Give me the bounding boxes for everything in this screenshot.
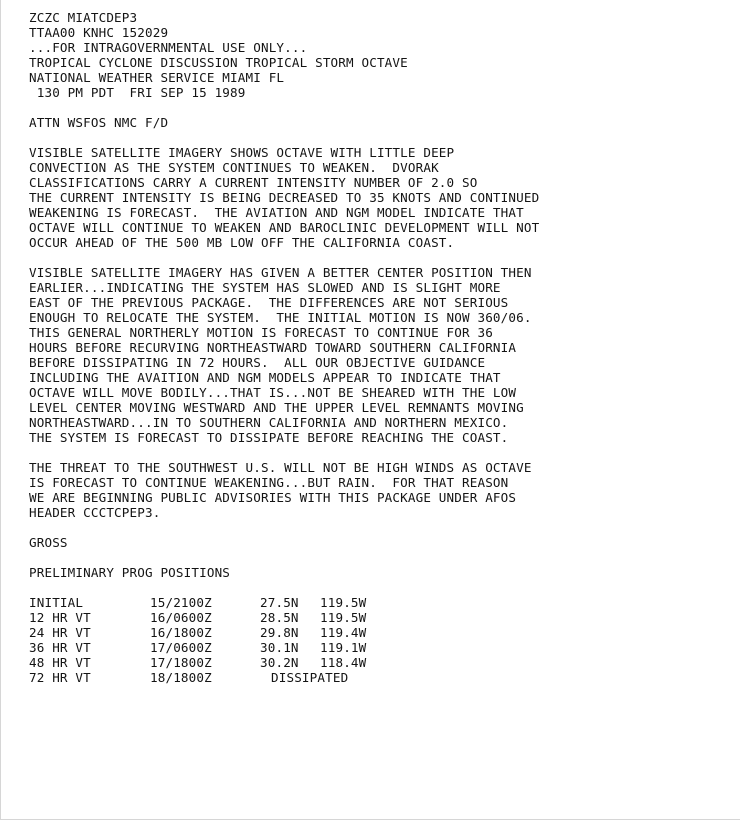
- spacer: [29, 520, 729, 535]
- text-line: EARLIER...INDICATING THE SYSTEM HAS SLOWED AND IS SLIGHT MORE: [29, 280, 501, 295]
- discussion-paragraph-3: [29, 460, 729, 520]
- attn-line: ATTN WSFOS NMC F/D: [29, 115, 169, 130]
- position-lon: 119.5W: [320, 610, 367, 625]
- spacer: [29, 100, 729, 115]
- discussion-paragraph-1: [29, 145, 729, 250]
- spacer: [29, 550, 729, 565]
- tropical-cyclone-discussion: [29, 10, 729, 685]
- header-title: TROPICAL CYCLONE DISCUSSION TROPICAL STORM OCTAVE: [29, 55, 408, 70]
- header-datetime: 130 PM PDT FRI SEP 15 1989: [29, 85, 246, 100]
- text-line: INCLUDING THE AVAITION AND NGM MODELS APPEAR TO INDICATE THAT: [29, 370, 501, 385]
- text-line: HOURS BEFORE RECURVING NORTHEASTWARD TOWARD SOUTHERN CALIFORNIA: [29, 340, 517, 355]
- discussion-paragraph-2: [29, 265, 729, 445]
- text-line: VISIBLE SATELLITE IMAGERY HAS GIVEN A BETTER CENTER POSITION THEN: [29, 265, 532, 280]
- table-row: [29, 670, 729, 685]
- position-lat: 27.5N: [260, 595, 299, 610]
- header-block: [29, 10, 729, 100]
- text-line: WE ARE BEGINNING PUBLIC ADVISORIES WITH THIS PACKAGE UNDER AFOS: [29, 490, 517, 505]
- text-line: ENOUGH TO RELOCATE THE SYSTEM. THE INITIAL MOTION IS NOW 360/06.: [29, 310, 532, 325]
- text-line: LEVEL CENTER MOVING WESTWARD AND THE UPPER LEVEL REMNANTS MOVING: [29, 400, 524, 415]
- position-status: DISSIPATED: [271, 670, 349, 685]
- table-row: [29, 595, 729, 610]
- text-line: OCTAVE WILL CONTINUE TO WEAKEN AND BAROCLINIC DEVELOPMENT WILL NOT: [29, 220, 540, 235]
- position-label: INITIAL: [29, 595, 84, 610]
- text-line: THIS GENERAL NORTHERLY MOTION IS FORECAST TO CONTINUE FOR 36: [29, 325, 493, 340]
- text-line: VISIBLE SATELLITE IMAGERY SHOWS OCTAVE WITH LITTLE DEEP: [29, 145, 455, 160]
- position-label: 24 HR VT: [29, 625, 91, 640]
- prog-positions-table: [29, 595, 729, 685]
- text-line: BEFORE DISSIPATING IN 72 HOURS. ALL OUR OBJECTIVE GUIDANCE: [29, 355, 486, 370]
- spacer: [29, 250, 729, 265]
- prog-title: PRELIMINARY PROG POSITIONS: [29, 565, 231, 580]
- text-line: OCCUR AHEAD OF THE 500 MB LOW OFF THE CALIFORNIA COAST.: [29, 235, 455, 250]
- position-lat: 30.1N: [260, 640, 299, 655]
- position-time: 18/1800Z: [150, 670, 212, 685]
- text-line: WEAKENING IS FORECAST. THE AVIATION AND NGM MODEL INDICATE THAT: [29, 205, 524, 220]
- position-lon: 119.1W: [320, 640, 367, 655]
- text-line: OCTAVE WILL MOVE BODILY...THAT IS...NOT BE SHEARED WITH THE LOW: [29, 385, 517, 400]
- position-time: 17/0600Z: [150, 640, 212, 655]
- position-label: 36 HR VT: [29, 640, 91, 655]
- table-row: [29, 640, 729, 655]
- text-line: NORTHEASTWARD...IN TO SOUTHERN CALIFORNIA AND NORTHERN MEXICO.: [29, 415, 509, 430]
- text-line: CONVECTION AS THE SYSTEM CONTINUES TO WEAKEN. DVORAK: [29, 160, 439, 175]
- header-line: TTAA00 KNHC 152029: [29, 25, 169, 40]
- position-lon: 119.5W: [320, 595, 367, 610]
- text-line: CLASSIFICATIONS CARRY A CURRENT INTENSITY NUMBER OF 2.0 SO: [29, 175, 478, 190]
- spacer: [29, 445, 729, 460]
- text-line: THE SYSTEM IS FORECAST TO DISSIPATE BEFORE REACHING THE COAST.: [29, 430, 509, 445]
- spacer: [29, 130, 729, 145]
- forecaster-name: GROSS: [29, 535, 68, 550]
- position-label: 72 HR VT: [29, 670, 91, 685]
- header-line: ZCZC MIATCDEP3: [29, 10, 138, 25]
- header-line: NATIONAL WEATHER SERVICE MIAMI FL: [29, 70, 285, 85]
- table-row: [29, 655, 729, 670]
- text-line: THE CURRENT INTENSITY IS BEING DECREASED TO 35 KNOTS AND CONTINUED: [29, 190, 540, 205]
- position-lon: 119.4W: [320, 625, 367, 640]
- position-label: 12 HR VT: [29, 610, 91, 625]
- text-line: EAST OF THE PREVIOUS PACKAGE. THE DIFFERENCES ARE NOT SERIOUS: [29, 295, 509, 310]
- position-label: 48 HR VT: [29, 655, 91, 670]
- table-row: [29, 610, 729, 625]
- position-time: 17/1800Z: [150, 655, 212, 670]
- spacer: [29, 580, 729, 595]
- text-line: IS FORECAST TO CONTINUE WEAKENING...BUT RAIN. FOR THAT REASON: [29, 475, 509, 490]
- header-line: ...FOR INTRAGOVERNMENTAL USE ONLY...: [29, 40, 308, 55]
- position-lat: 30.2N: [260, 655, 299, 670]
- position-lon: 118.4W: [320, 655, 367, 670]
- position-time: 16/1800Z: [150, 625, 212, 640]
- text-line: THE THREAT TO THE SOUTHWEST U.S. WILL NOT BE HIGH WINDS AS OCTAVE: [29, 460, 532, 475]
- position-lat: 29.8N: [260, 625, 299, 640]
- table-row: [29, 625, 729, 640]
- position-time: 15/2100Z: [150, 595, 212, 610]
- text-line: HEADER CCCTCPEP3.: [29, 505, 161, 520]
- position-lat: 28.5N: [260, 610, 299, 625]
- position-time: 16/0600Z: [150, 610, 212, 625]
